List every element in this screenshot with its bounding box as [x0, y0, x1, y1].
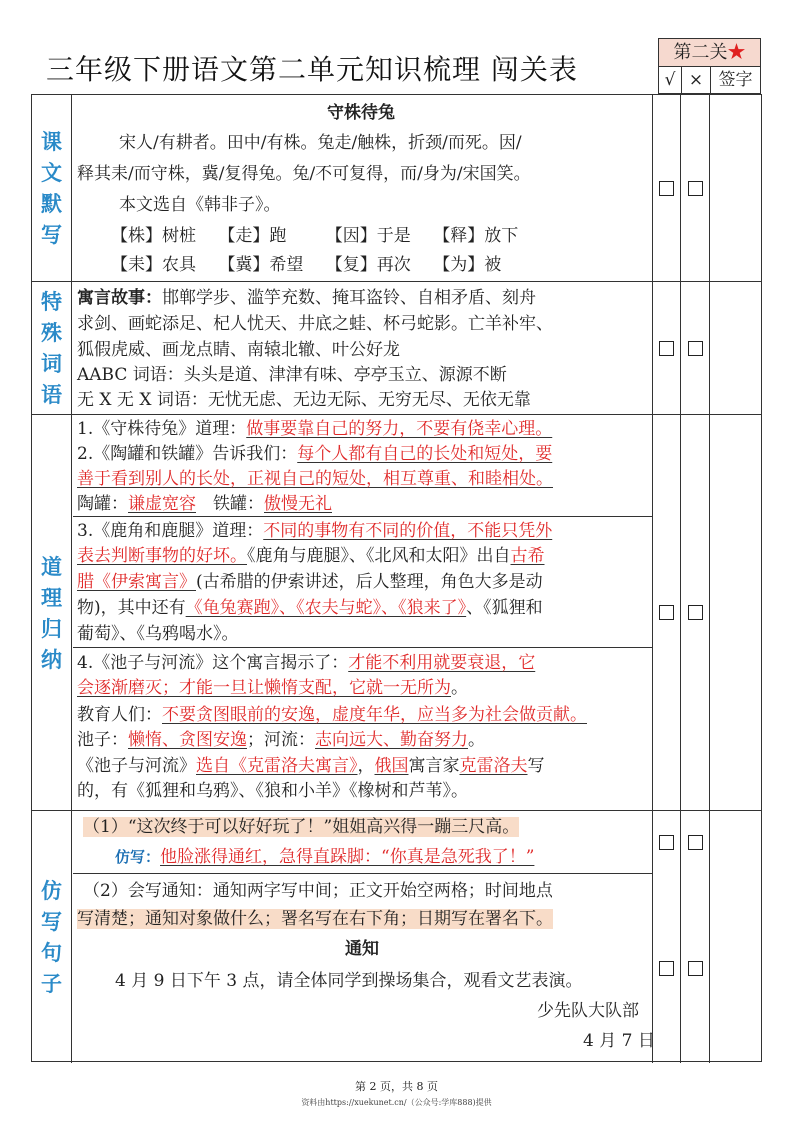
page-title: 三年级下册语文第二单元知识梳理 闯关表: [46, 53, 578, 86]
lesson-4-source-cont: 的，有《狐狸和乌鸦》、《狼和小羊》《橡树和芦苇》。: [77, 781, 468, 801]
lesson-4-roles: 池子：懒惰、贪图安逸；河流：志向远大、勤奋努力。: [77, 730, 485, 750]
checkbox[interactable]: [688, 961, 703, 976]
checkbox[interactable]: [688, 835, 703, 850]
imitation-answer: 仿写：他脸涨得通红，急得直跺脚：“你真是急死我了！”: [115, 847, 535, 867]
notice-body: 4 月 9 日下午 3 点，请全体同学到操场集合，观看文艺表演。: [115, 971, 583, 991]
notice-title: 通知: [345, 939, 379, 959]
text-line: 释其耒/而守株，冀/复得兔。兔/不可复得，而/身为/宋国笑。: [77, 164, 531, 184]
cross-cell[interactable]: [681, 415, 710, 810]
check-column-header: √: [659, 67, 682, 94]
section-text-dictation: [32, 95, 761, 282]
checkbox[interactable]: [688, 341, 703, 356]
checkbox[interactable]: [659, 605, 674, 620]
checkbox[interactable]: [688, 605, 703, 620]
cross-cell[interactable]: [681, 811, 710, 873]
star-icon: ★: [727, 42, 746, 63]
lesson-3: 3.《鹿角和鹿腿》道理：不同的事物有不同的价值，不能只凭外: [77, 521, 553, 541]
section-lessons: [32, 415, 761, 811]
checklist-table: [31, 94, 762, 1062]
cross-column-header: ×: [682, 67, 711, 94]
lesson-3-cont: 葡萄》、《乌鸦喝水》。: [77, 624, 239, 644]
lesson-4-edu: 教育人们：不要贪图眼前的安逸，虚度年华，应当多为社会做贡献。: [77, 705, 587, 725]
section-imitation: [32, 811, 761, 1063]
sign-column-header: 签字: [718, 70, 753, 90]
checkbox[interactable]: [659, 341, 674, 356]
checkbox[interactable]: [659, 835, 674, 850]
section-special-words: [32, 282, 761, 415]
check-cell[interactable]: [652, 95, 681, 281]
lesson-4-cont: 会逐渐磨灭；才能一旦让懒惰支配，它就一无所为。: [77, 678, 468, 698]
checkbox[interactable]: [659, 961, 674, 976]
stage-header: [658, 38, 761, 94]
text-line: 宋人/有耕者。田中/有株。兔走/触株，折颈/而死。因/: [119, 133, 522, 153]
notice-rules: （2）会写通知：通知两字写中间；正文开始空两格；时间地点: [83, 881, 553, 901]
text-line: 本文选自《韩非子》。: [119, 195, 281, 215]
source-note: 资料由https://xuekunet.cn/（公众号:学库888)提供: [301, 1098, 492, 1107]
section-label: 课 文 默 写: [32, 95, 72, 281]
text-line: 无 X 无 X 词语：无忧无虑、无边无际、无穷无尽、无依无靠: [77, 390, 531, 410]
cross-cell[interactable]: [681, 282, 710, 414]
page-number: 第 2 页，共 8 页: [355, 1080, 438, 1093]
notice-rules-cont: 写清楚；通知对象做什么；署名写在右下角；日期写在署名下。: [77, 909, 553, 929]
divider: [73, 873, 653, 874]
lesson-2-cont: 善于看到别人的长处，正视自己的短处，相互尊重、和睦相处。: [77, 469, 553, 489]
check-cell[interactable]: [652, 282, 681, 414]
text-line: 求剑、画蛇添足、杞人忧天、井底之蛙、杯弓蛇影。亡羊补牢、: [77, 314, 553, 334]
lesson-3-cont: 物)，其中还有《龟兔赛跑》、《农夫与蛇》、《狼来了》、《狐狸和: [77, 598, 543, 618]
cross-cell[interactable]: [681, 95, 710, 281]
lesson-4: 4.《池子与河流》这个寓言揭示了：才能不利用就要衰退，它: [77, 653, 536, 673]
check-cell[interactable]: [652, 415, 681, 810]
divider: [73, 516, 653, 517]
section-label: 特 殊 词 语: [32, 282, 72, 414]
lesson-3-cont: 表去判断事物的好坏。《鹿角与鹿腿》、《北风和太阳》出自古希: [77, 546, 545, 566]
section-label: 道 理 归 纳: [32, 415, 72, 810]
section-label: 仿 写 句 子: [32, 811, 72, 1063]
text-line: 【耒】农具 【冀】希望 【复】再次 【为】被: [111, 255, 502, 275]
text-line: 【株】树桩 【走】跑 【因】于是 【释】放下: [111, 226, 519, 246]
lesson-4-source: 《池子与河流》选自《克雷洛夫寓言》，俄国寓言家克雷洛夫写: [77, 756, 545, 776]
cross-cell[interactable]: [681, 873, 710, 1063]
notice-date: 4 月 7 日: [583, 1031, 655, 1051]
lesson-2-pots: 陶罐：谦虚宽容 铁罐：傲慢无礼: [77, 494, 332, 514]
check-cell[interactable]: [652, 873, 681, 1063]
checkbox[interactable]: [659, 181, 674, 196]
text-line: AABC 词语：头头是道、津津有味、亭亭玉立、源源不断: [77, 365, 507, 385]
text-line: 狐假虎威、画龙点睛、南辕北辙、叶公好龙: [77, 340, 400, 360]
text-line: 寓言故事：邯郸学步、滥竽充数、掩耳盗铃、自相矛盾、刻舟: [77, 288, 536, 308]
lesson-2: 2.《陶罐和铁罐》告诉我们：每个人都有自己的长处和短处，要: [77, 444, 553, 464]
lesson-3-cont: 腊《伊索寓言》(古希腊的伊索讲述，后人整理，角色大多是动: [77, 572, 543, 592]
checkbox[interactable]: [688, 181, 703, 196]
divider: [73, 647, 653, 648]
check-cell[interactable]: [652, 811, 681, 873]
text-heading: 守株待兔: [327, 103, 395, 123]
imitation-question: （1）“这次终于可以好好玩了！”姐姐高兴得一蹦三尺高。: [83, 817, 520, 837]
stage-level: 第二关★: [659, 39, 760, 67]
lesson-1: 1.《守株待兔》道理：做事要靠自己的努力，不要有侥幸心理。: [77, 419, 553, 439]
notice-signature: 少先队大队部: [537, 1001, 639, 1021]
